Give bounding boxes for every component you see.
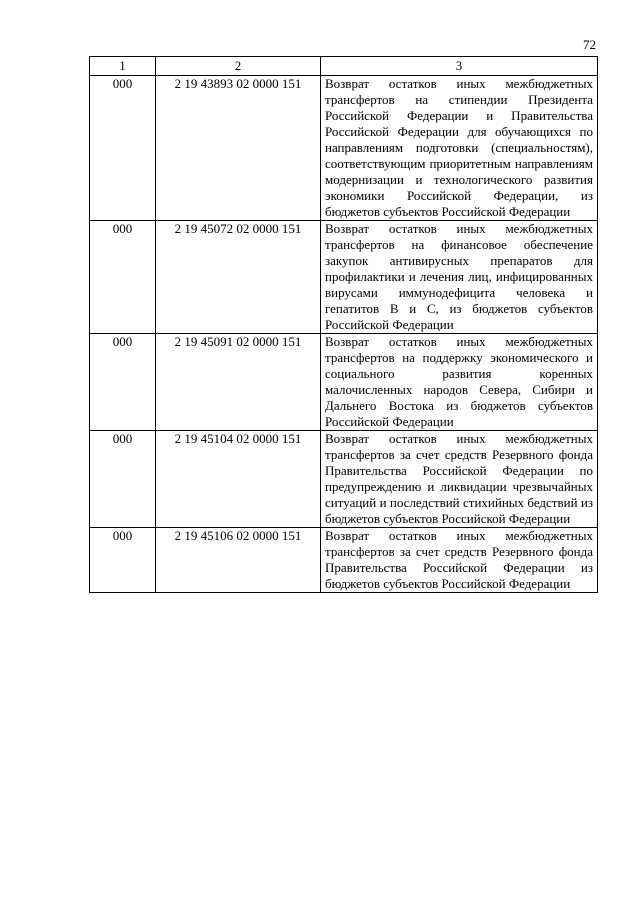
table-row xyxy=(90,221,598,334)
admin-code-cell: 000 xyxy=(90,334,156,431)
budget-codes-table xyxy=(89,56,598,593)
table-row xyxy=(90,334,598,431)
table-row xyxy=(90,528,598,593)
budget-classification-code-cell: 2 19 45104 02 0000 151 xyxy=(156,431,321,528)
income-description-cell: Возврат остатков иных межбюджетных трансфертов на финансовое обеспечение закупок антивирусных препаратов для профилактики и лечения лиц, инфицированных вирусами иммунодефицита человека и гепатитов B и C, из бюджетов субъектов Российской Федерации xyxy=(321,221,598,334)
admin-code-cell: 000 xyxy=(90,221,156,334)
budget-classification-code-cell: 2 19 45091 02 0000 151 xyxy=(156,334,321,431)
table-header-row xyxy=(90,57,598,76)
admin-code-cell: 000 xyxy=(90,431,156,528)
income-description-cell: Возврат остатков иных межбюджетных трансфертов на стипендии Президента Российской Федерации и Правительства Российской Федерации для обучающихся по направлениям подготовки (специальностям), соответствующим приоритетным направлениям модернизации и технологического развития экономики Российской Федерации, из бюджетов субъектов Российской Федерации xyxy=(321,76,598,221)
admin-code-cell: 000 xyxy=(90,528,156,593)
table-row xyxy=(90,431,598,528)
column-header-2: 2 xyxy=(156,57,321,76)
admin-code-cell: 000 xyxy=(90,76,156,221)
table-row xyxy=(90,76,598,221)
column-header-1: 1 xyxy=(90,57,156,76)
income-description-cell: Возврат остатков иных межбюджетных трансфертов на поддержку экономического и социального развития коренных малочисленных народов Севера, Сибири и Дальнего Востока из бюджетов субъектов Российской Федерации xyxy=(321,334,598,431)
income-description-cell: Возврат остатков иных межбюджетных трансфертов за счет средств Резервного фонда Правительства Российской Федерации из бюджетов субъектов Российской Федерации xyxy=(321,528,598,593)
budget-classification-code-cell: 2 19 43893 02 0000 151 xyxy=(156,76,321,221)
budget-classification-code-cell: 2 19 45106 02 0000 151 xyxy=(156,528,321,593)
column-header-3: 3 xyxy=(321,57,598,76)
budget-classification-code-cell: 2 19 45072 02 0000 151 xyxy=(156,221,321,334)
page-number: 72 xyxy=(583,37,596,52)
income-description-cell: Возврат остатков иных межбюджетных трансфертов за счет средств Резервного фонда Правительства Российской Федерации по предупреждению и ликвидации чрезвычайных ситуаций и последствий стихийных бедствий из бюджетов субъектов Российской Федерации xyxy=(321,431,598,528)
